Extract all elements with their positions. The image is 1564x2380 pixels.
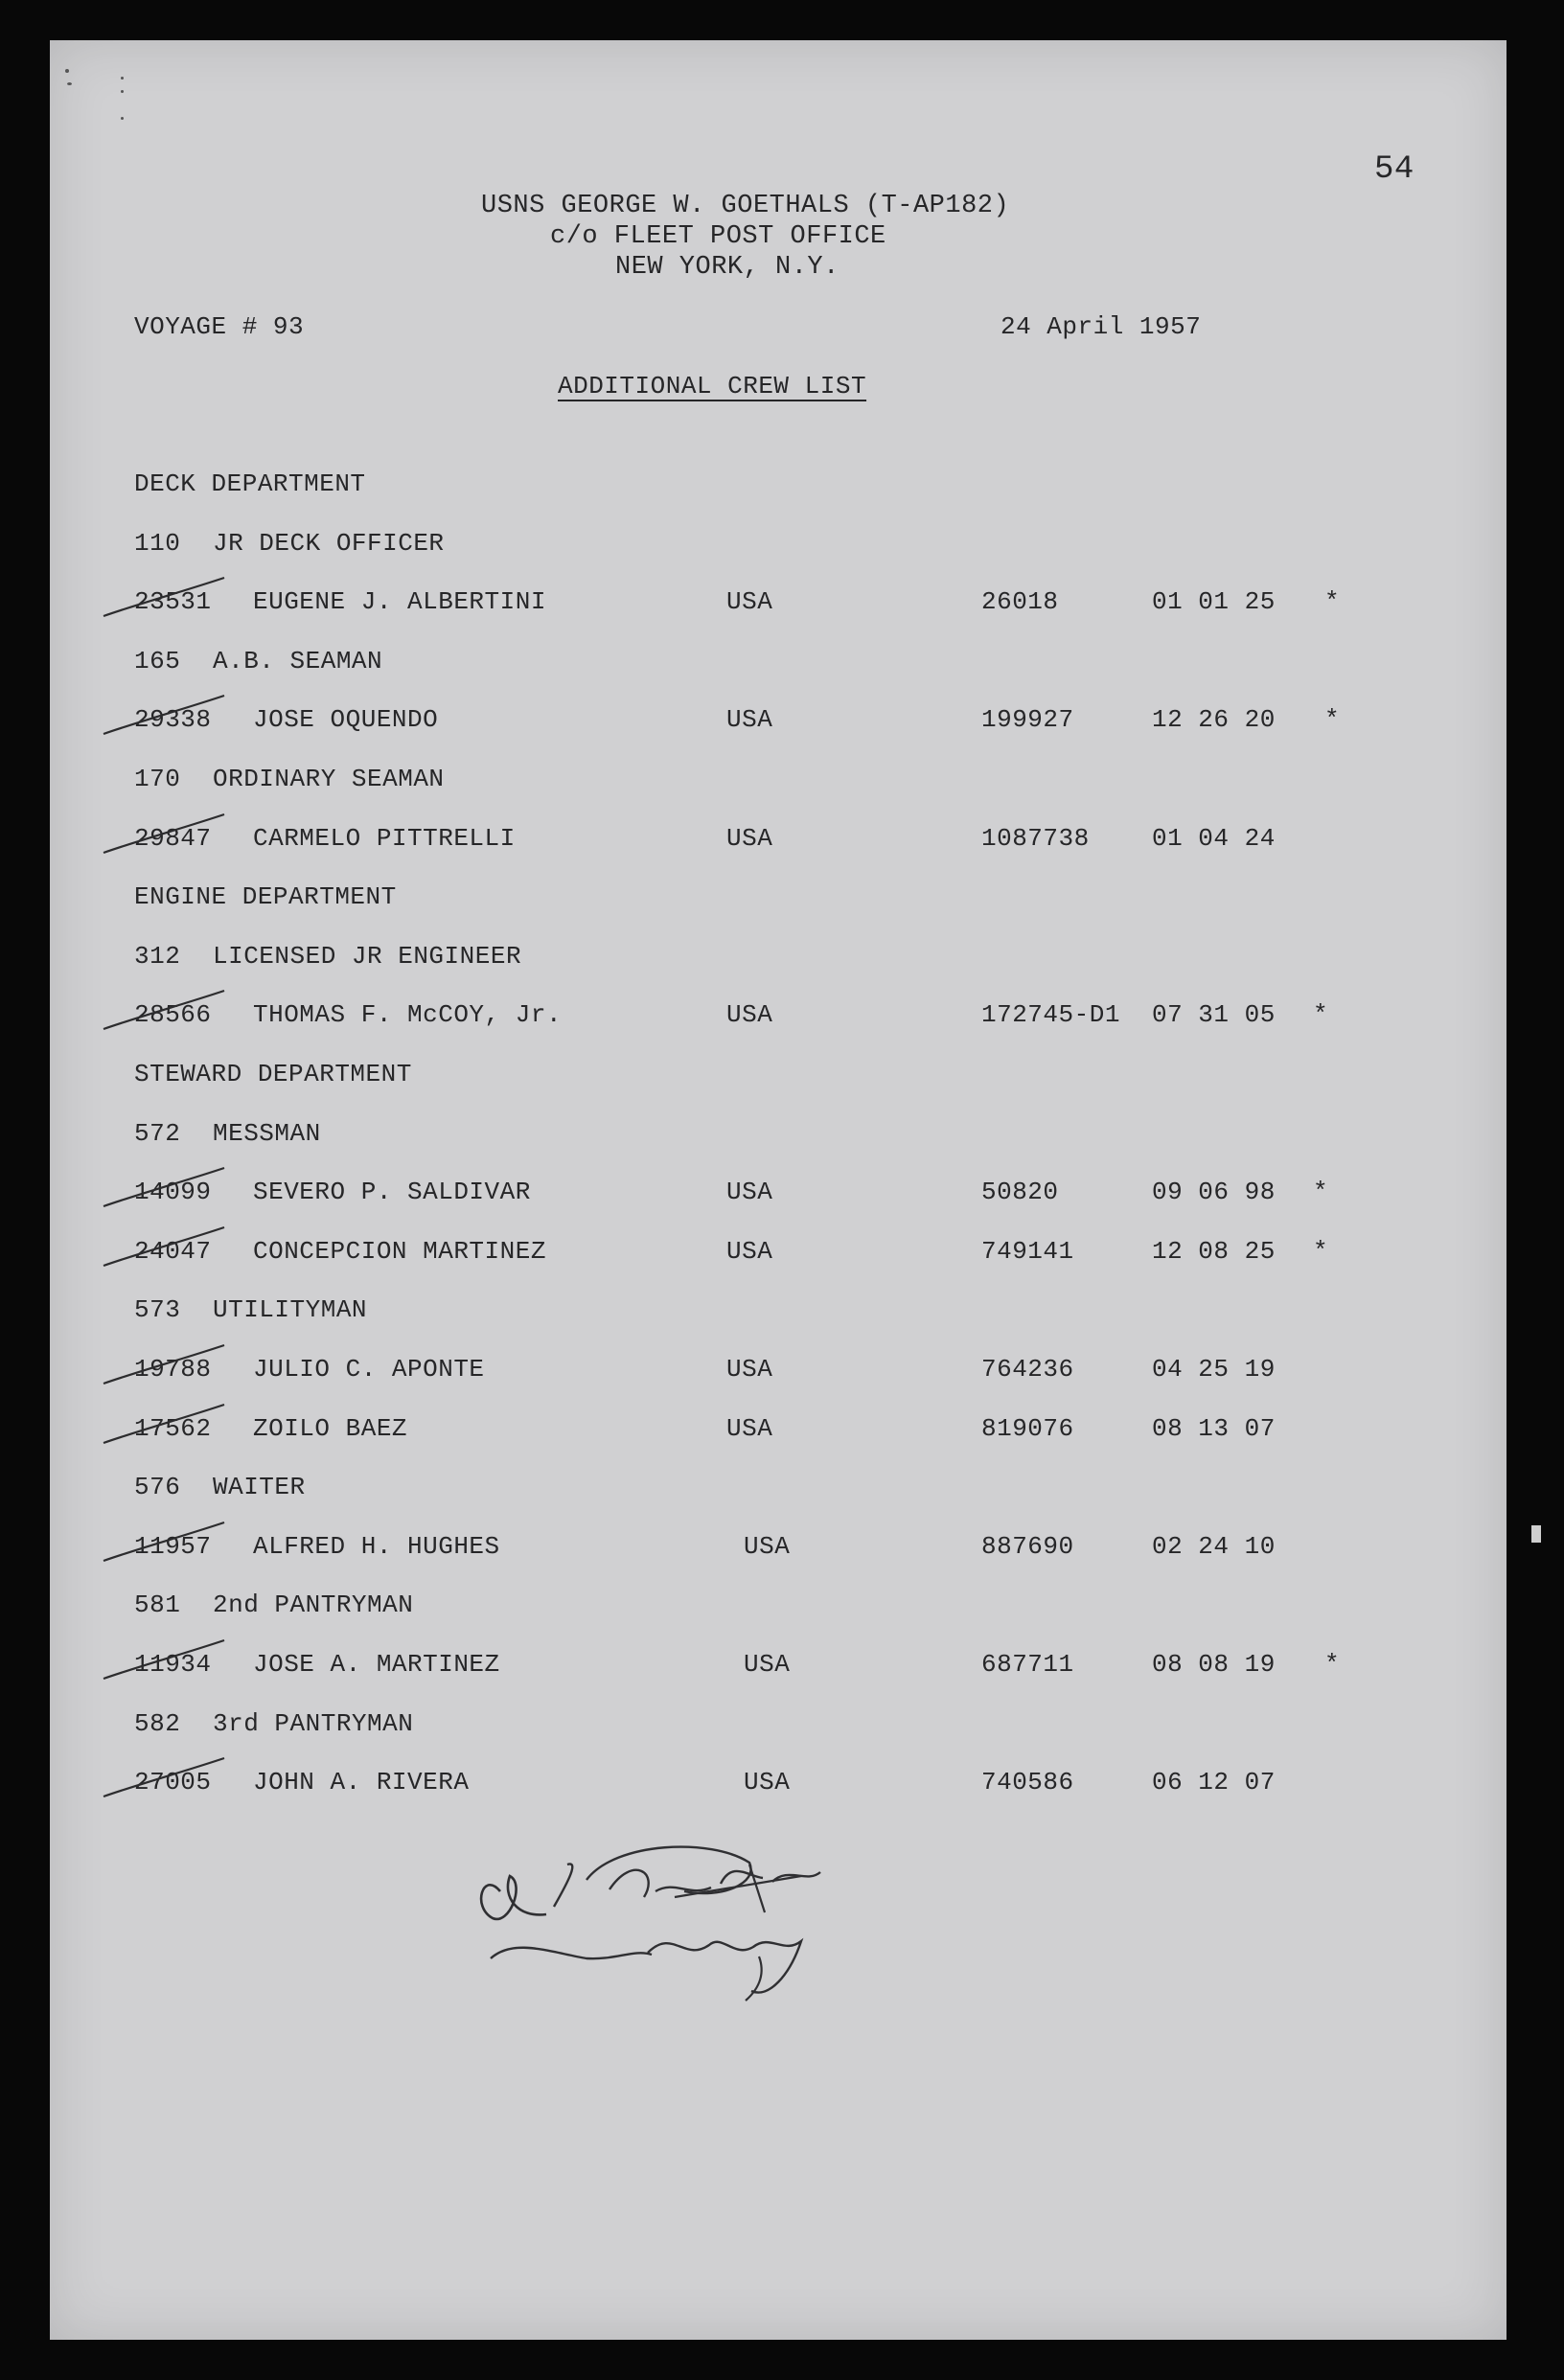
department-heading: STEWARD DEPARTMENT <box>134 1060 412 1088</box>
strike-mark <box>98 1162 232 1220</box>
rating-title: A.B. SEAMAN <box>213 647 383 675</box>
list-title: ADDITIONAL CREW LIST <box>558 372 867 400</box>
crew-birthdate: 01 04 24 <box>1152 824 1276 853</box>
crew-birthdate: 01 01 25 <box>1152 587 1276 616</box>
strike-mark <box>98 1752 232 1810</box>
strike-mark <box>98 1222 232 1279</box>
department-heading: DECK DEPARTMENT <box>134 469 366 498</box>
crew-number: 199927 <box>981 705 1074 734</box>
crew-birthdate: 07 31 05 <box>1152 1000 1276 1029</box>
strike-mark <box>98 1635 232 1692</box>
rating-code: 312 <box>134 942 181 971</box>
crew-nationality: USA <box>726 705 773 734</box>
crew-number: 687711 <box>981 1650 1074 1679</box>
crew-name: EUGENE J. ALBERTINI <box>253 587 546 616</box>
rating-title: 3rd PANTRYMAN <box>213 1709 414 1738</box>
crew-id: 17562 <box>134 1414 212 1443</box>
crew-number: 50820 <box>981 1178 1059 1206</box>
crew-birthdate: 12 26 20 <box>1152 705 1276 734</box>
crew-number: 764236 <box>981 1355 1074 1384</box>
rating-code: 581 <box>134 1590 181 1619</box>
crew-nationality: USA <box>744 1650 791 1679</box>
crew-name: JOSE A. MARTINEZ <box>253 1650 500 1679</box>
crew-nationality: USA <box>726 587 773 616</box>
strike-mark <box>98 572 232 629</box>
strike-mark <box>98 809 232 866</box>
crew-id: 11957 <box>134 1532 212 1561</box>
crew-asterisk: * <box>1313 1000 1329 1029</box>
crew-name: JOHN A. RIVERA <box>253 1768 470 1796</box>
strike-mark <box>98 985 232 1042</box>
rating-title: JR DECK OFFICER <box>213 529 445 558</box>
page-number: 54 <box>1374 151 1414 188</box>
crew-asterisk: * <box>1324 587 1341 616</box>
crew-id: 14099 <box>134 1178 212 1206</box>
crew-nationality: USA <box>726 1414 773 1443</box>
ship-name: USNS GEORGE W. GOETHALS (T-AP182) <box>481 192 1010 220</box>
crew-birthdate: 04 25 19 <box>1152 1355 1276 1384</box>
crew-name: ZOILO BAEZ <box>253 1414 408 1443</box>
signature-image <box>433 1784 951 2024</box>
rating-title: WAITER <box>213 1473 306 1501</box>
rating-title: LICENSED JR ENGINEER <box>213 942 522 971</box>
crew-birthdate: 08 08 19 <box>1152 1650 1276 1679</box>
rating-code: 170 <box>134 765 181 793</box>
crew-id: 29847 <box>134 824 212 853</box>
crew-id: 11934 <box>134 1650 212 1679</box>
crew-id: 24047 <box>134 1237 212 1266</box>
voyage-number: VOYAGE # 93 <box>134 312 305 341</box>
crew-id: 28566 <box>134 1000 212 1029</box>
crew-number: 740586 <box>981 1768 1074 1796</box>
rating-code: 582 <box>134 1709 181 1738</box>
crew-id: 29338 <box>134 705 212 734</box>
rating-code: 110 <box>134 529 181 558</box>
strike-mark <box>98 1339 232 1397</box>
crew-asterisk: * <box>1324 705 1341 734</box>
rating-code: 165 <box>134 647 181 675</box>
rating-title: MESSMAN <box>213 1119 321 1148</box>
crew-nationality: USA <box>726 1237 773 1266</box>
crew-birthdate: 06 12 07 <box>1152 1768 1276 1796</box>
crew-asterisk: * <box>1313 1237 1329 1266</box>
document-date: 24 April 1957 <box>1000 312 1202 341</box>
crew-id: 23531 <box>134 587 212 616</box>
crew-name: JOSE OQUENDO <box>253 705 439 734</box>
crew-nationality: USA <box>744 1768 791 1796</box>
crew-id: 19788 <box>134 1355 212 1384</box>
scan-edge-mark <box>1531 1525 1541 1543</box>
rating-title: ORDINARY SEAMAN <box>213 765 445 793</box>
strike-mark <box>98 690 232 747</box>
crew-birthdate: 12 08 25 <box>1152 1237 1276 1266</box>
strike-mark <box>98 1399 232 1456</box>
crew-name: CARMELO PITTRELLI <box>253 824 516 853</box>
crew-nationality: USA <box>726 1000 773 1029</box>
crew-nationality: USA <box>726 1355 773 1384</box>
crew-asterisk: * <box>1324 1650 1341 1679</box>
strike-mark <box>98 1517 232 1574</box>
crew-birthdate: 09 06 98 <box>1152 1178 1276 1206</box>
crew-name: ALFRED H. HUGHES <box>253 1532 500 1561</box>
crew-name: THOMAS F. McCOY, Jr. <box>253 1000 563 1029</box>
crew-number: 749141 <box>981 1237 1074 1266</box>
crew-nationality: USA <box>726 824 773 853</box>
document-page <box>50 40 1506 2340</box>
rating-code: 576 <box>134 1473 181 1501</box>
rating-title: 2nd PANTRYMAN <box>213 1590 414 1619</box>
crew-number: 1087738 <box>981 824 1090 853</box>
crew-name: JULIO C. APONTE <box>253 1355 485 1384</box>
crew-asterisk: * <box>1313 1178 1329 1206</box>
crew-birthdate: 02 24 10 <box>1152 1532 1276 1561</box>
crew-name: SEVERO P. SALDIVAR <box>253 1178 531 1206</box>
crew-nationality: USA <box>744 1532 791 1561</box>
crew-nationality: USA <box>726 1178 773 1206</box>
rating-title: UTILITYMAN <box>213 1295 368 1324</box>
crew-number: 26018 <box>981 587 1059 616</box>
department-heading: ENGINE DEPARTMENT <box>134 882 397 911</box>
crew-number: 819076 <box>981 1414 1074 1443</box>
fleet-post-office: c/o FLEET POST OFFICE <box>550 222 886 251</box>
crew-number: 172745-D1 <box>981 1000 1120 1029</box>
crew-number: 887690 <box>981 1532 1074 1561</box>
crew-name: CONCEPCION MARTINEZ <box>253 1237 546 1266</box>
rating-code: 572 <box>134 1119 181 1148</box>
rating-code: 573 <box>134 1295 181 1324</box>
crew-birthdate: 08 13 07 <box>1152 1414 1276 1443</box>
crew-id: 27005 <box>134 1768 212 1796</box>
ship-city: NEW YORK, N.Y. <box>615 253 840 282</box>
